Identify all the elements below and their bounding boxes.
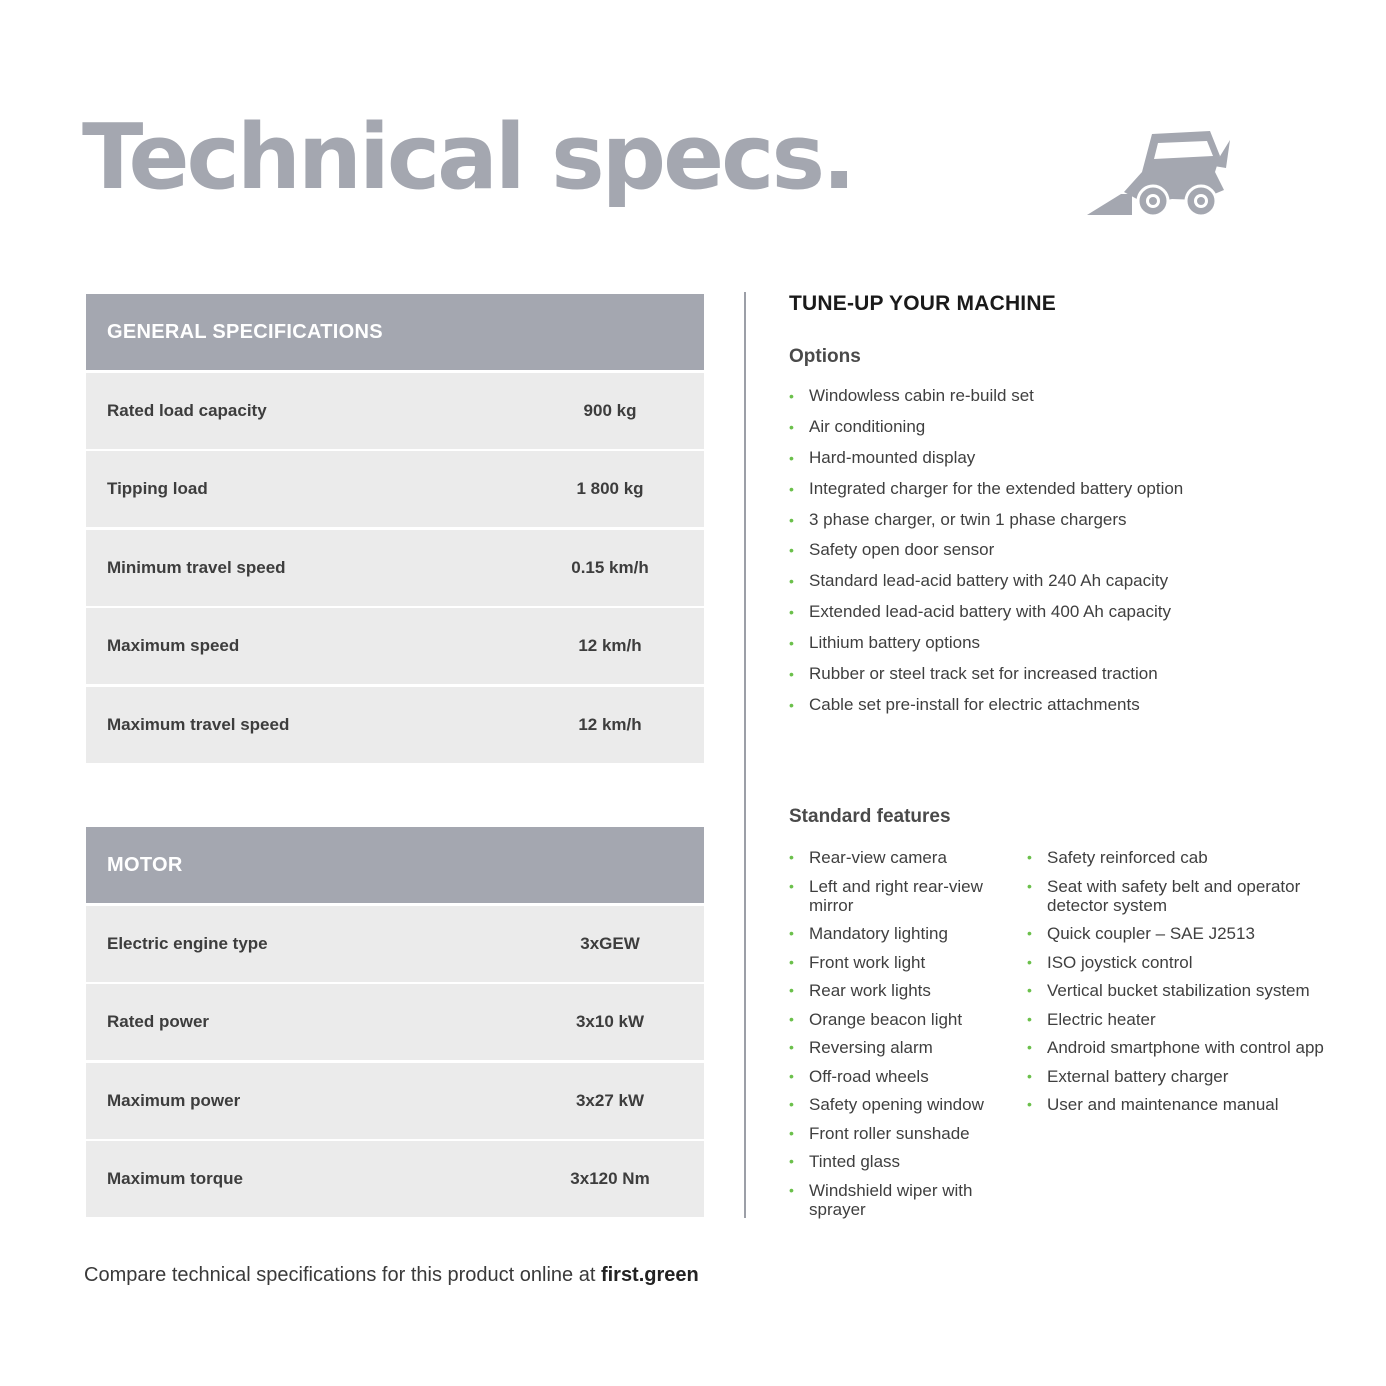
bullet-icon: • xyxy=(789,1096,794,1112)
bullet-icon: • xyxy=(1027,849,1032,865)
bullet-icon: • xyxy=(1027,1039,1032,1055)
standard-feature-item-text: Left and right rear-view mirror xyxy=(809,876,983,915)
standard-feature-item xyxy=(1027,877,1327,915)
standard-feature-item xyxy=(789,1152,1021,1171)
standard-feature-item-text: Tinted glass xyxy=(809,1152,901,1171)
standard-feature-item xyxy=(789,1095,1021,1114)
standard-feature-item-text: Reversing alarm xyxy=(809,1038,933,1057)
website-link[interactable]: first.green xyxy=(600,1264,699,1286)
motor-header: MOTOR xyxy=(86,827,704,903)
bullet-icon: • xyxy=(789,449,794,466)
option-item-text: Cable set pre-install for electric attachments xyxy=(809,694,1140,714)
spec-value: 900 kg xyxy=(583,400,637,420)
standard-feature-item-text: Front work light xyxy=(809,952,926,972)
spec-label: Electric engine type xyxy=(107,933,268,953)
standard-feature-item-text: Android smartphone with control app xyxy=(1047,1038,1324,1057)
spec-value: 3x10 kW xyxy=(575,1012,645,1031)
option-item xyxy=(789,631,1349,662)
bullet-icon: • xyxy=(789,604,794,621)
spec-label: Maximum torque xyxy=(107,1169,244,1188)
standard-feature-item-text: Rear work lights xyxy=(809,981,931,1000)
standard-features-list-left xyxy=(789,848,1021,1228)
bullet-icon: • xyxy=(789,849,794,865)
footer-note xyxy=(84,1264,699,1287)
standard-feature-item xyxy=(789,1010,1021,1029)
standard-feature-item-text: Front roller sunshade xyxy=(809,1123,970,1143)
spec-value: 3x27 kW xyxy=(575,1090,645,1110)
spec-row xyxy=(86,984,704,1060)
spec-row xyxy=(86,451,704,527)
standard-feature-item-text: ISO joystick control xyxy=(1047,952,1193,972)
spec-row xyxy=(86,1063,704,1139)
standard-feature-item xyxy=(789,1067,1021,1086)
bullet-icon: • xyxy=(789,1010,794,1027)
standard-feature-item-text: Safety reinforced cab xyxy=(1047,848,1208,867)
standard-feature-item-text: Electric heater xyxy=(1047,1009,1156,1029)
spec-value: 3xGEW xyxy=(580,933,640,953)
option-item-text: Rubber or steel track set for increased traction xyxy=(809,664,1158,684)
bullet-icon: • xyxy=(789,573,794,590)
spec-row xyxy=(86,373,704,449)
option-item xyxy=(789,538,1349,569)
standard-feature-item-text: Safety opening window xyxy=(809,1095,984,1114)
standard-feature-item-text: Seat with safety belt and operator detector system xyxy=(1047,876,1301,915)
options-list xyxy=(789,384,1349,724)
standard-feature-item xyxy=(1027,1010,1327,1029)
standard-feature-item xyxy=(1027,1095,1327,1114)
bullet-icon: • xyxy=(1027,925,1032,941)
option-item-text: Air conditioning xyxy=(809,416,926,436)
standard-features-list-right xyxy=(1027,848,1327,1124)
spec-value: 3x120 Nm xyxy=(570,1169,650,1188)
option-item xyxy=(789,508,1349,539)
bullet-icon: • xyxy=(789,511,794,528)
standard-feature-item xyxy=(789,1181,1021,1219)
spec-label: Tipping load xyxy=(107,479,208,498)
spec-value: 12 km/h xyxy=(578,714,642,734)
column-divider xyxy=(744,292,746,1218)
footer-text: Compare technical specifications for this product online at xyxy=(84,1264,601,1286)
bullet-icon: • xyxy=(789,877,794,894)
general-specifications-table xyxy=(86,294,704,763)
standard-feature-item-text: External battery charger xyxy=(1047,1066,1229,1086)
bullet-icon: • xyxy=(789,666,794,683)
motor-table xyxy=(86,827,704,1217)
option-item xyxy=(789,693,1349,724)
option-item-text: Integrated charger for the extended battery option xyxy=(809,478,1184,498)
spec-value: 12 km/h xyxy=(578,636,642,655)
bullet-icon: • xyxy=(789,388,794,404)
bullet-icon: • xyxy=(789,418,794,435)
bullet-icon: • xyxy=(789,953,794,970)
option-item xyxy=(789,662,1349,693)
bullet-icon: • xyxy=(789,1124,794,1141)
options-title: Options xyxy=(789,346,861,367)
bullet-icon: • xyxy=(1027,1096,1032,1112)
standard-feature-item xyxy=(789,1124,1021,1143)
standard-feature-item-text: Orange beacon light xyxy=(809,1009,963,1029)
standard-feature-item xyxy=(789,848,1021,867)
standard-feature-item-text: Mandatory lighting xyxy=(809,924,948,943)
option-item-text: Hard-mounted display xyxy=(809,447,976,467)
standard-feature-item xyxy=(789,953,1021,972)
spec-row xyxy=(86,608,704,684)
standard-feature-item-text: Off-road wheels xyxy=(809,1066,929,1086)
standard-feature-item-text: User and maintenance manual xyxy=(1047,1095,1279,1114)
bullet-icon: • xyxy=(789,1153,794,1169)
option-item-text: Standard lead-acid battery with 240 Ah capacity xyxy=(809,571,1169,591)
option-item xyxy=(789,477,1349,508)
option-item xyxy=(789,384,1349,415)
standard-feature-item xyxy=(789,924,1021,943)
general-specifications-header: GENERAL SPECIFICATIONS xyxy=(86,294,704,370)
bullet-icon: • xyxy=(1027,1067,1032,1084)
bullet-icon: • xyxy=(789,480,794,497)
standard-feature-item xyxy=(1027,1067,1327,1086)
bullet-icon: • xyxy=(789,925,794,941)
bullet-icon: • xyxy=(789,982,794,998)
option-item xyxy=(789,569,1349,600)
option-item-text: 3 phase charger, or twin 1 phase chargers xyxy=(809,509,1127,529)
bullet-icon: • xyxy=(1027,877,1032,894)
option-item-text: Safety open door sensor xyxy=(809,540,995,560)
bullet-icon: • xyxy=(1027,982,1032,998)
bullet-icon: • xyxy=(789,542,794,559)
standard-feature-item xyxy=(789,877,1021,915)
bullet-icon: • xyxy=(789,696,794,713)
spec-value: 0.15 km/h xyxy=(571,557,649,577)
standard-feature-item-text: Rear-view camera xyxy=(809,848,947,867)
bullet-icon: • xyxy=(789,1181,794,1198)
spec-label: Rated power xyxy=(107,1012,210,1031)
standard-features-title: Standard features xyxy=(789,806,951,827)
standard-feature-item xyxy=(789,981,1021,1000)
option-item xyxy=(789,446,1349,477)
option-item-text: Lithium battery options xyxy=(809,633,981,653)
bullet-icon: • xyxy=(789,1067,794,1084)
standard-feature-item xyxy=(1027,981,1327,1000)
spec-row xyxy=(86,687,704,763)
bullet-icon: • xyxy=(1027,1010,1032,1027)
standard-feature-item xyxy=(1027,848,1327,867)
option-item-text: Windowless cabin re-build set xyxy=(809,386,1034,405)
bullet-icon: • xyxy=(1027,953,1032,970)
spec-label: Maximum power xyxy=(107,1090,241,1110)
option-item xyxy=(789,415,1349,446)
standard-feature-item xyxy=(1027,953,1327,972)
spec-row xyxy=(86,1141,704,1217)
spec-label: Maximum travel speed xyxy=(107,714,290,734)
standard-feature-item-text: Quick coupler – SAE J2513 xyxy=(1047,924,1255,943)
standard-feature-item xyxy=(789,1038,1021,1057)
standard-feature-item-text: Windshield wiper with sprayer xyxy=(809,1180,973,1219)
spec-label: Minimum travel speed xyxy=(107,557,286,577)
bullet-icon: • xyxy=(789,1039,794,1055)
standard-feature-item-text: Vertical bucket stabilization system xyxy=(1047,981,1310,1000)
tune-up-title: TUNE-UP YOUR MACHINE xyxy=(789,292,1056,315)
spec-label: Maximum speed xyxy=(107,636,240,655)
spec-row xyxy=(86,906,704,982)
option-item xyxy=(789,600,1349,631)
bullet-icon: • xyxy=(789,635,794,652)
spec-value: 1 800 kg xyxy=(576,479,644,498)
page-title: Technical specs. xyxy=(82,105,854,210)
skid-steer-loader-icon xyxy=(1084,126,1234,220)
standard-feature-item xyxy=(1027,924,1327,943)
option-item-text: Extended lead-acid battery with 400 Ah capacity xyxy=(809,602,1171,622)
spec-row xyxy=(86,530,704,606)
spec-label: Rated load capacity xyxy=(107,400,267,420)
standard-feature-item xyxy=(1027,1038,1327,1057)
